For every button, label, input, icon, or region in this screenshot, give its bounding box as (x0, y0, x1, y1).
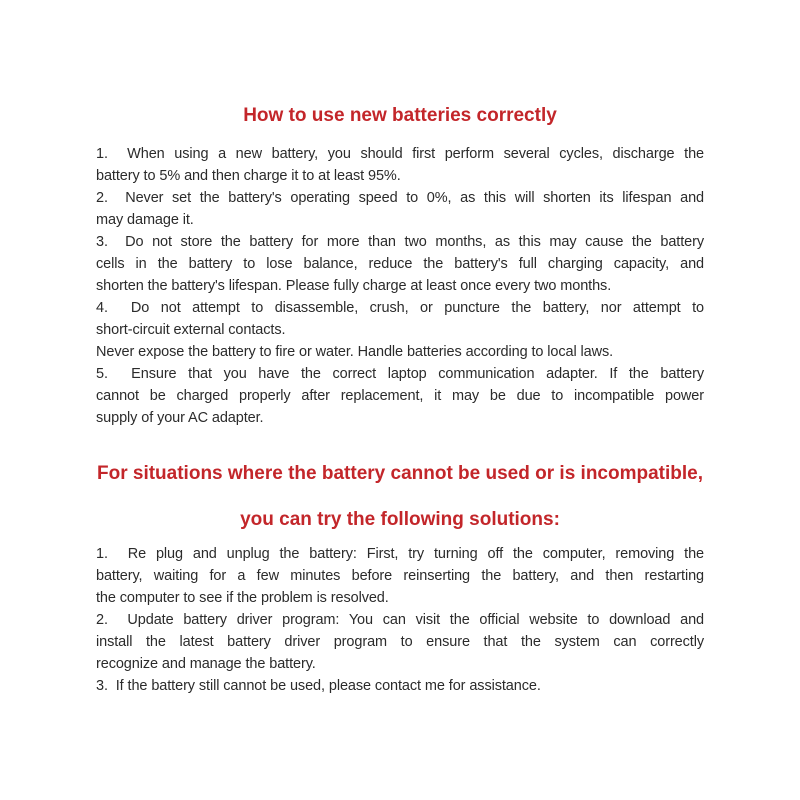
text-line: 1. Re plug and unplug the battery: First, try turning off the computer, removing the (96, 546, 704, 562)
text-line: 5. Ensure that you have the correct laptop communication adapter. If the battery (96, 366, 704, 382)
section1-heading: How to use new batteries correctly (243, 105, 557, 126)
text-line: 2. Update battery driver program: You can visit the official website to download and (96, 612, 704, 628)
text-line: 1. When using a new battery, you should first perform several cycles, discharge the (96, 146, 704, 162)
text-line: install the latest battery driver program to ensure that the system can correctly (96, 634, 704, 650)
text-line: battery to 5% and then charge it to at least 95%. (96, 168, 401, 184)
text-line: short-circuit external contacts. (96, 322, 286, 338)
section2-heading-line2: you can try the following solutions: (240, 509, 560, 530)
text-line: Never expose the battery to fire or water. Handle batteries according to local laws. (96, 344, 614, 360)
text-line: recognize and manage the battery. (96, 656, 316, 672)
text-line: 3. If the battery still cannot be used, please contact me for assistance. (96, 678, 541, 694)
section1-paragraphs (96, 143, 704, 429)
section2-heading-line1: For situations where the battery cannot be used or is incompatible, (97, 463, 703, 484)
section2-paragraphs (96, 543, 704, 697)
text-line: cannot be charged properly after replacement, it may be due to incompatible power (96, 388, 704, 404)
text-line: supply of your AC adapter. (96, 410, 264, 426)
text-line: 3. Do not store the battery for more than two months, as this may cause the battery (96, 234, 704, 250)
text-line: shorten the battery's lifespan. Please fully charge at least once every two months. (96, 278, 612, 294)
text-line: cells in the battery to lose balance, reduce the battery's full charging capacity, and (96, 256, 704, 272)
text-line: may damage it. (96, 212, 194, 228)
text-line: battery, waiting for a few minutes before reinserting the battery, and then restarting (96, 568, 704, 584)
text-line: 2. Never set the battery's operating speed to 0%, as this will shorten its lifespan and (96, 190, 704, 206)
text-line: the computer to see if the problem is resolved. (96, 590, 389, 606)
text-line: 4. Do not attempt to disassemble, crush, or puncture the battery, nor attempt to (96, 300, 704, 316)
